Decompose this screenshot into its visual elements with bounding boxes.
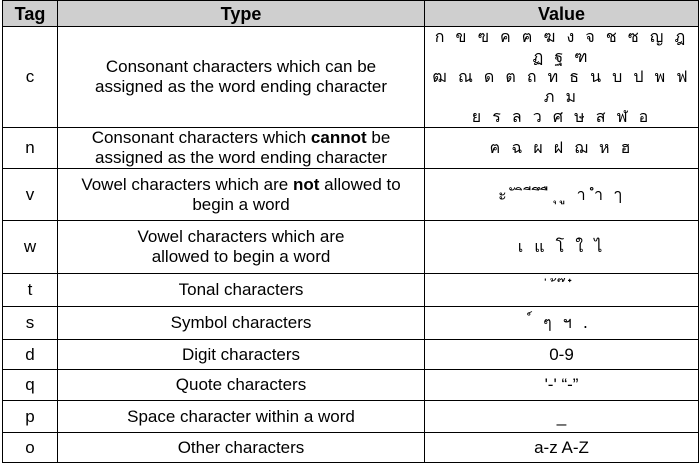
tag-cell: p xyxy=(3,401,58,433)
header-tag: Tag xyxy=(3,1,58,27)
table-row xyxy=(3,370,699,401)
type-emphasis: cannot xyxy=(310,128,367,147)
header-row xyxy=(3,1,699,27)
tag-cell: t xyxy=(3,274,58,307)
type-text: Consonant characters which can be assigned as the word ending character xyxy=(94,57,387,96)
type-text: Consonant characters which xyxy=(91,128,311,147)
table-row xyxy=(3,274,699,307)
type-text: Vowel characters which are xyxy=(81,174,293,194)
tag-cell: o xyxy=(3,433,58,463)
type-text-continued: allowed to begin a word xyxy=(192,174,401,214)
type-cell xyxy=(58,128,425,169)
table-row xyxy=(3,169,699,221)
value-cell: ์ ๆ ฯ . xyxy=(425,307,699,340)
value-cell: ฅ ฉ ผ ฝ ฌ ห ฮ xyxy=(425,128,699,169)
value-cell: 0-9 xyxy=(425,340,699,370)
tag-cell: d xyxy=(3,340,58,370)
type-cell xyxy=(58,401,425,433)
table-row xyxy=(3,221,699,274)
type-text: Vowel characters which are allowed to begin a word xyxy=(137,227,345,266)
type-cell xyxy=(58,307,425,340)
type-cell xyxy=(58,169,425,221)
type-text: Digit characters xyxy=(181,344,301,364)
type-cell xyxy=(58,340,425,370)
tag-cell: w xyxy=(3,221,58,274)
type-cell xyxy=(58,370,425,401)
type-cell xyxy=(58,221,425,274)
type-cell xyxy=(58,27,425,128)
type-text: Other characters xyxy=(177,437,305,457)
type-emphasis: not xyxy=(292,174,320,194)
value-cell: ่ ้ ๊ ๋ xyxy=(425,274,699,307)
table-row xyxy=(3,340,699,370)
type-text: Quote characters xyxy=(175,375,307,394)
type-cell xyxy=(58,274,425,307)
character-tag-table xyxy=(2,0,699,463)
tag-cell: c xyxy=(3,27,58,128)
type-text-continued: be assigned as the word ending character xyxy=(94,128,391,167)
value-cell: ะ ั ิ ี ึ ื ุ ู า ำ ๅ xyxy=(425,169,699,221)
header-value: Value xyxy=(425,1,699,27)
value-cell: _ xyxy=(425,401,699,433)
tag-cell: n xyxy=(3,128,58,169)
value-cell: ก ข ฃ ค ฅ ฆ ง จ ช ซ ญ ฎ ฏ ฐ ฑ ฒ ณ ด ต ถ ท ธ น บ ป พ ฟ ภ ม ย ร ล ว ศ ษ ส ฬ อ xyxy=(425,27,699,128)
value-cell: a-z A-Z xyxy=(425,433,699,463)
table-row xyxy=(3,307,699,340)
tag-cell: v xyxy=(3,169,58,221)
type-text: Tonal characters xyxy=(178,280,304,299)
table-row xyxy=(3,27,699,128)
table-row xyxy=(3,128,699,169)
header-type: Type xyxy=(58,1,425,27)
type-text: Symbol characters xyxy=(170,313,312,332)
tag-cell: s xyxy=(3,307,58,340)
type-text: Space character within a word xyxy=(127,406,355,426)
tag-cell: q xyxy=(3,370,58,401)
value-cell: เ แ โ ใ ไ xyxy=(425,221,699,274)
table-row xyxy=(3,401,699,433)
value-cell: '-' “-” xyxy=(425,370,699,401)
